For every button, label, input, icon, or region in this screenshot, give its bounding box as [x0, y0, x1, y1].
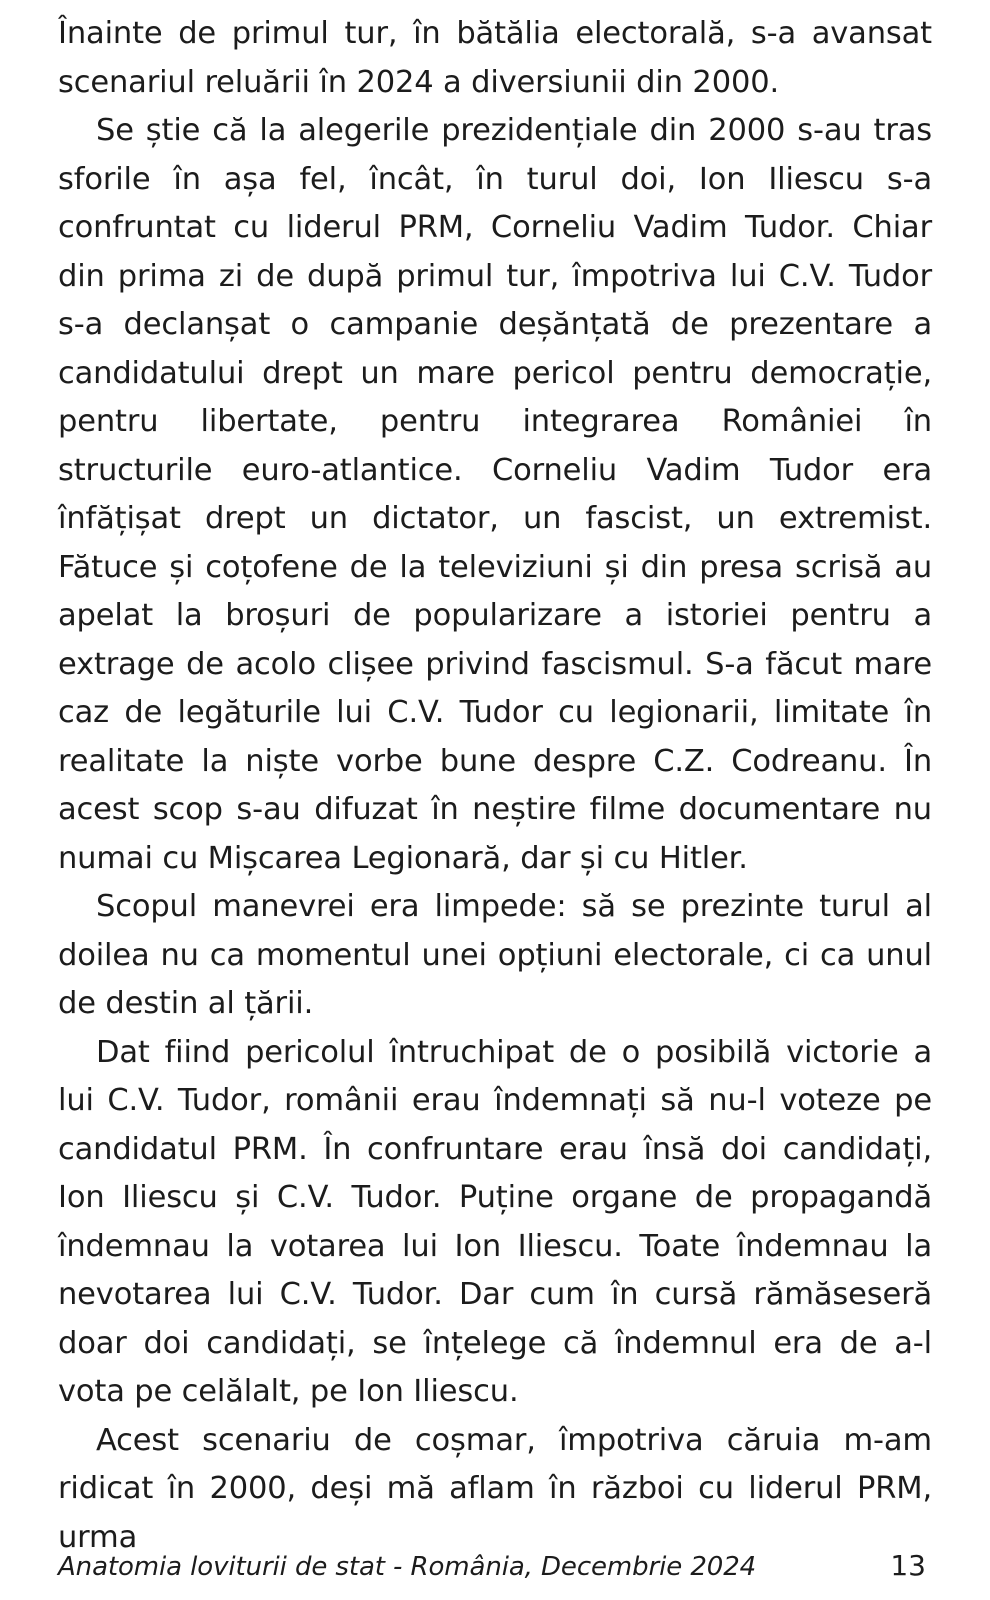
paragraph: Înainte de primul tur, în bătălia electorală, s-a avansat scenariul reluării în 2024 a diversiunii din 2000. — [58, 16, 932, 100]
page-number: 13 — [890, 1549, 926, 1582]
paragraph: Se știe că la alegerile prezidențiale din 2000 s-au tras sforile în așa fel, încât, în turul doi, Ion Iliescu s-a confruntat cu liderul PRM, Corneliu Vadim Tudor. Chiar din prima zi de după primul tur, împotriva lui C.V. Tudor s-a declanșat o campanie deșănțată de prezentare a candidatului drept un mare pericol pentru democrație, pentru libertate, pentru integrarea României în structurile euro-atlantice. Corneliu Vadim Tudor era înfățișat drept un dictator, un fascist, un extremist. Fătuce și coțofene de la televiziuni și din presa scrisă au apelat la broșuri de popularizare a istoriei pentru a extrage de acolo clișee privind fascismul. S-a făcut mare caz de legăturile lui C.V. Tudor cu legionarii, limitate în realitate la niște vorbe bune despre C.Z. Codreanu. În acest scop s-au difuzat în neștire filme documentare nu numai cu Mișcarea Legionară, dar și cu Hitler. — [58, 113, 932, 876]
page-body — [58, 10, 932, 1562]
footer-title: Anatomia loviturii de stat - România, Decembrie 2024 — [58, 1552, 757, 1582]
paragraph: Dat fiind pericolul întruchipat de o posibilă victorie a lui C.V. Tudor, românii erau îndemnați să nu-l voteze pe candidatul PRM. În confruntare erau însă doi candidați, Ion Iliescu și C.V. Tudor. Puține organe de propagandă îndemnau la votarea lui Ion Iliescu. Toate îndemnau la nevotarea lui C.V. Tudor. Dar cum în cursă rămăseseră doar doi candidați, se înțelege că îndemnul era de a-l vota pe celălalt, pe Ion Iliescu. — [58, 1034, 932, 1409]
paragraph: Scopul manevrei era limpede: să se prezinte turul al doilea nu ca momentul unei opțiuni electorale, ci ca unul de destin al țării. — [58, 889, 932, 1021]
page-footer — [58, 1549, 932, 1582]
paragraph: Acest scenariu de coșmar, împotriva căruia m-am ridicat în 2000, deși mă aflam în război cu liderul PRM, urma — [58, 1422, 932, 1555]
